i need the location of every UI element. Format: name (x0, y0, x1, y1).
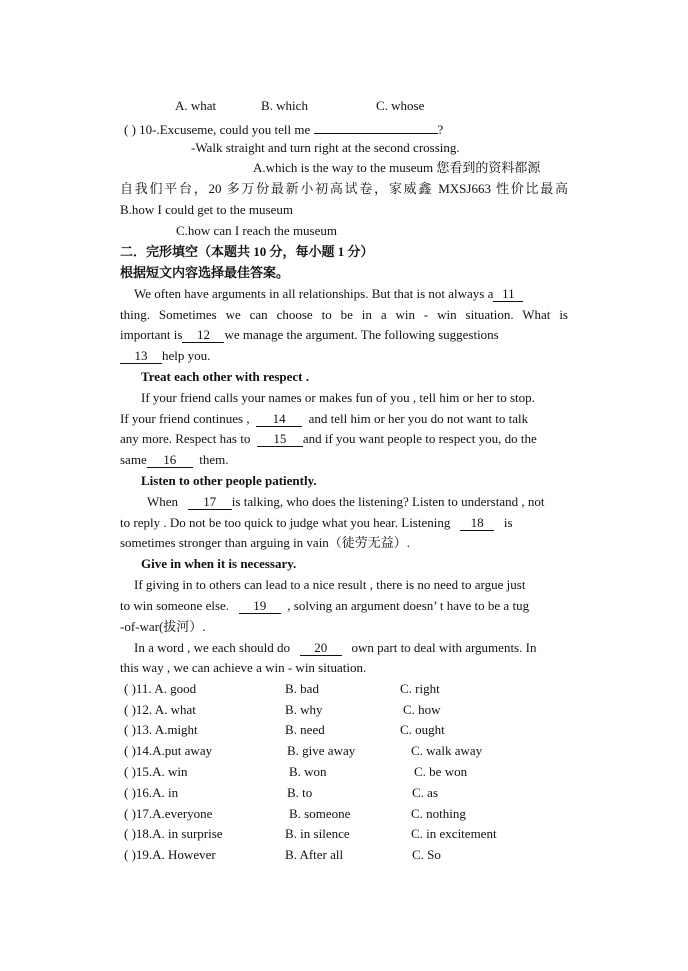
q10-blank (314, 119, 438, 134)
blank-20: 20 (300, 641, 342, 656)
subheading-listen: Listen to other people patiently. (141, 473, 317, 488)
passage-line: -of-war(拔河）. (120, 619, 206, 634)
question-14-option-b: B. give away (287, 743, 356, 758)
passage-text: We often have arguments in all relationships. But that is not always a (134, 286, 494, 301)
q9-option-a: A. what (175, 98, 217, 113)
q10-end: ? (437, 122, 444, 137)
blank-17: 17 (188, 495, 232, 510)
passage-text: is talking, who does the listening? Listen to understand , not (231, 494, 545, 509)
question-16-option-c: C. as (412, 785, 438, 800)
passage-text: In a word , we each should do (134, 640, 290, 655)
passage-text: them. (199, 452, 229, 467)
passage-text: help you. (162, 348, 211, 363)
question-11-option-b: B. bad (285, 681, 319, 696)
question-11-stem: ( )11. A. good (124, 681, 197, 696)
question-17-option-b: B. someone (289, 806, 351, 821)
passage-line (120, 348, 210, 364)
passage-text: and tell him or her you do not want to talk (308, 411, 529, 426)
question-15-option-c: C. be won (414, 764, 468, 779)
question-19-option-b: B. After all (285, 847, 344, 862)
question-12-option-b: B. why (285, 702, 323, 717)
passage-text: and if you want people to respect you, do the (302, 431, 537, 446)
passage-text: , solving an argument doesn’ t have to be a tug (287, 598, 530, 613)
question-15-option-b: B. won (289, 764, 327, 779)
passage-text: If your friend continues , (120, 411, 250, 426)
passage-line: If your friend calls your names or makes fun of you , tell him or her to stop. (141, 390, 535, 405)
blank-16: 16 (147, 453, 193, 468)
q10-answer-line: -Walk straight and turn right at the second crossing. (191, 140, 460, 155)
passage-line (120, 431, 537, 447)
passage-text: we manage the argument. The following suggestions (224, 327, 499, 342)
question-18-stem: ( )18.A. in surprise (124, 826, 223, 841)
q10-stem (124, 119, 443, 138)
q10-paren: ( ) 10-.Excuseme, could you tell me (124, 122, 311, 137)
q10-option-b: B.how I could get to the museum (120, 202, 293, 217)
passage-text: to reply . Do not be too quick to judge what you hear. Listening (120, 515, 451, 530)
passage-line: sometimes stronger than arguing in vain（徒劳无益）. (120, 535, 411, 550)
passage-line (147, 494, 544, 510)
question-12-option-c: C. how (403, 702, 441, 717)
blank-12: 12 (182, 328, 224, 343)
q9-option-b: B. which (261, 98, 308, 113)
blank-18: 18 (460, 516, 494, 531)
passage-line (134, 286, 523, 302)
subheading-respect: Treat each other with respect . (141, 369, 309, 384)
passage-line: this way , we can achieve a win - win situation. (120, 660, 367, 675)
passage-text: When (147, 494, 179, 509)
passage-text: important is (120, 327, 183, 342)
blank-19: 19 (239, 599, 281, 614)
q10-option-a: A.which is the way to the museum 您看到的资料都源 (253, 160, 541, 175)
passage-line: thing. Sometimes we can choose to be in a win - win situation. What is (120, 307, 568, 322)
passage-line (120, 327, 499, 343)
q9-option-c: C. whose (376, 98, 425, 113)
question-11-option-c: C. right (400, 681, 440, 696)
question-12-stem: ( )12. A. what (124, 702, 196, 717)
ad-line: 自我们平台，20 多万份最新小初高试卷，家威鑫 MXSJ663 性价比最高 (120, 181, 568, 196)
question-16-option-b: B. to (287, 785, 313, 800)
passage-text: own part to deal with arguments. In (351, 640, 537, 655)
passage-line (120, 515, 513, 531)
passage-text: to win someone else. (120, 598, 230, 613)
passage-text: any more. Respect has to (120, 431, 251, 446)
passage-line (120, 411, 528, 427)
question-13-option-c: C. ought (400, 722, 445, 737)
question-19-stem: ( )19.A. However (124, 847, 216, 862)
passage-line (120, 452, 228, 468)
section-instruction: 根据短文内容选择最佳答案。 (120, 265, 290, 280)
section-heading: 二．完形填空（本题共 10 分，每小题 1 分） (120, 244, 374, 259)
question-17-option-c: C. nothing (411, 806, 466, 821)
subheading-give-in: Give in when it is necessary. (141, 556, 297, 571)
question-14-stem: ( )14.A.put away (124, 743, 213, 758)
blank-13: 13 (120, 349, 162, 364)
passage-line (120, 598, 529, 614)
question-17-stem: ( )17.A.everyone (124, 806, 213, 821)
question-13-stem: ( )13. A.might (124, 722, 198, 737)
blank-15: 15 (257, 432, 303, 447)
question-16-stem: ( )16.A. in (124, 785, 179, 800)
question-15-stem: ( )15.A. win (124, 764, 188, 779)
question-19-option-c: C. So (412, 847, 441, 862)
q10-option-c: C.how can I reach the museum (176, 223, 338, 238)
passage-text: is (503, 515, 513, 530)
question-13-option-b: B. need (285, 722, 325, 737)
question-14-option-c: C. walk away (411, 743, 483, 758)
passage-text: same (120, 452, 147, 467)
question-18-option-c: C. in excitement (411, 826, 497, 841)
blank-14: 14 (256, 412, 302, 427)
question-18-option-b: B. in silence (285, 826, 350, 841)
passage-line (134, 640, 536, 656)
passage-line: If giving in to others can lead to a nice result , there is no need to argue just (134, 577, 526, 592)
blank-11: 11 (493, 287, 523, 302)
